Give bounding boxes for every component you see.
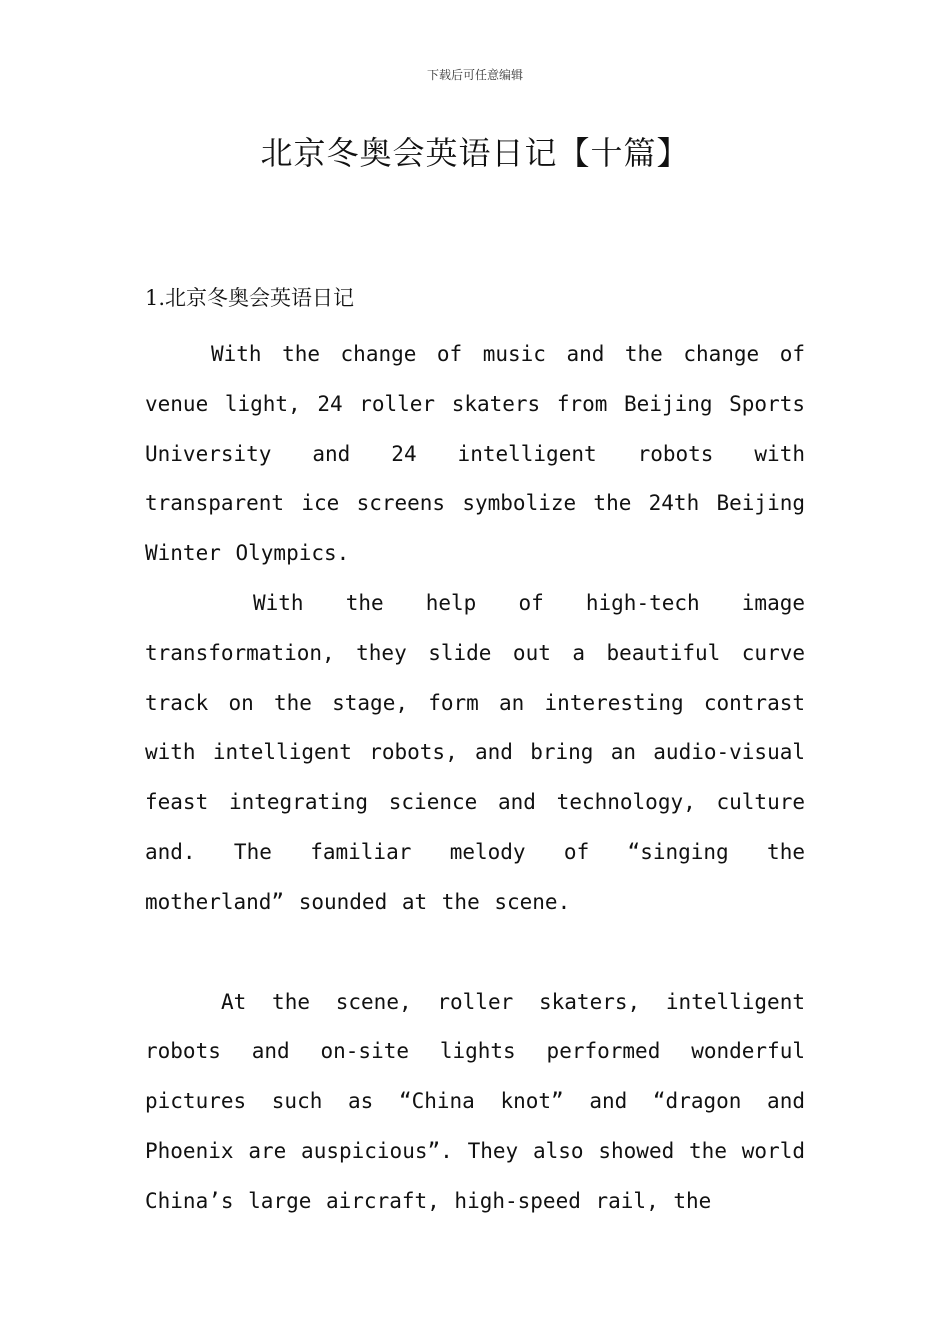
document-body — [145, 280, 805, 1227]
document-title: 北京冬奥会英语日记【十篇】 — [260, 134, 690, 172]
paragraph-spacer — [145, 928, 805, 978]
paragraph-3: At the scene, roller skaters, intelligent robots and on-site lights performed wonderful pictures such as “China knot” and “dragon and Phoenix are auspicious”. They also showed the world China’s large aircraft, high-speed rail, the — [145, 989, 805, 1213]
header-note: 下载后可任意编辑 — [426, 68, 523, 82]
paragraph-2: With the help of high-tech image transformation, they slide out a beautiful curve track on the stage, form an interesting contrast with intelligent robots, and bring an audio-visual feast integrating science and technology, culture and. The familiar melody of “singing the motherland” sounded at the scene. — [145, 590, 805, 914]
paragraph-1: With the change of music and the change of venue light, 24 roller skaters from Beijing Sports University and 24 intelligent robots with transparent ice screens symbolize the 24th Beijing Winter Olympics. — [145, 342, 805, 566]
section-heading: 1.北京冬奥会英语日记 — [145, 286, 355, 310]
